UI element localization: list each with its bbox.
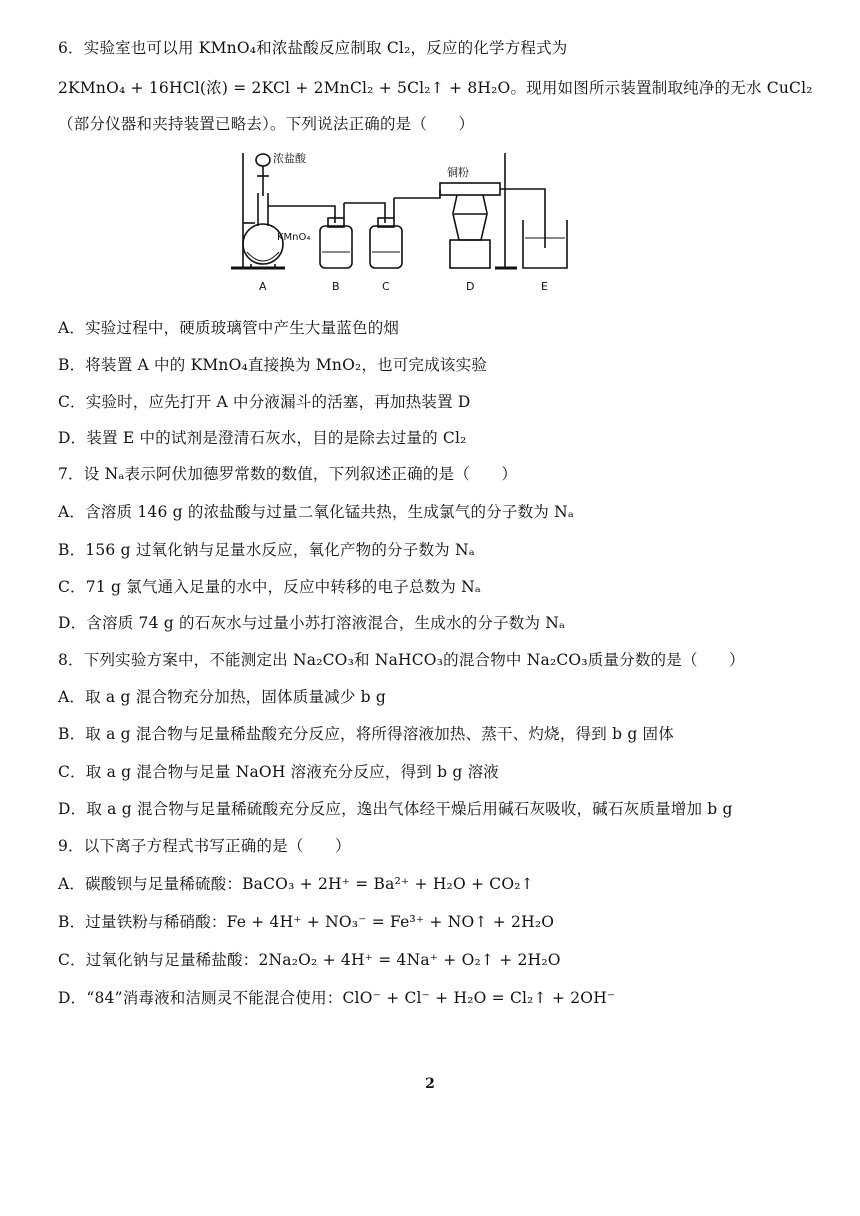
q6-option-b: B．将装置 A 中的 KMnO₄直接换为 MnO₂，也可完成该实验 [58, 356, 488, 374]
bottle-c [370, 226, 402, 268]
q6-line-1: 6．实验室也可以用 KMnO₄和浓盐酸反应制取 Cl₂，反应的化学方程式为 [58, 39, 568, 57]
hard-glass-tube [440, 183, 500, 195]
q9-option-a: A．碳酸钡与足量稀硫酸：BaCO₃ + 2H⁺ = Ba²⁺ + H₂O + CO₂↑ [58, 875, 534, 893]
q9-option-d: D．“84”消毒液和洁厕灵不能混合使用：ClO⁻ + Cl⁻ + H₂O = Cl₂↑ + 2OH⁻ [58, 989, 616, 1007]
q6-option-d: D．装置 E 中的试剂是澄清石灰水，目的是除去过量的 Cl₂ [58, 429, 467, 447]
q8-stem: 8．下列实验方案中，不能测定出 Na₂CO₃和 NaHCO₃的混合物中 Na₂CO₃质量分数的是（ ） [58, 651, 745, 669]
tube-c-d [394, 190, 440, 198]
q6-line-2: 2KMnO₄ + 16HCl(浓) = 2KCl + 2MnCl₂ + 5Cl₂↑ + 8H₂O。现用如图所示装置制取纯净的无水 CuCl₂ [58, 79, 813, 97]
q6-line-3: （部分仪器和夹持装置已略去）。下列说法正确的是（ ） [58, 115, 475, 133]
q7-option-b: B．156 g 过氧化钠与足量水反应，氧化产物的分子数为 Nₐ [58, 541, 475, 559]
q9-option-b: B．过量铁粉与稀硝酸：Fe + 4H⁺ + NO₃⁻ = Fe³⁺ + NO↑ + 2H₂O [58, 913, 555, 931]
round-flask [243, 224, 283, 264]
label-d: D [466, 280, 475, 293]
q6-option-c: C．实验时，应先打开 A 中分液漏斗的活塞，再加热装置 D [58, 393, 471, 411]
apparatus-svg [225, 148, 575, 298]
label-a: A [259, 280, 267, 293]
label-kmno4: KMnO₄ [277, 232, 311, 243]
q7-option-c: C．71 g 氯气通入足量的水中，反应中转移的电子总数为 Nₐ [58, 578, 482, 596]
burner [453, 214, 487, 240]
q6-option-a: A．实验过程中，硬质玻璃管中产生大量蓝色的烟 [58, 319, 400, 337]
tube-into-e [537, 189, 545, 248]
q8-option-d: D．取 a g 混合物与足量稀硫酸充分反应，逸出气体经干燥后用碱石灰吸收，碱石灰质量增加 b g [58, 800, 733, 818]
label-c: C [382, 280, 390, 293]
q8-option-b: B．取 a g 混合物与足量稀盐酸充分反应，将所得溶液加热、蒸干、灼烧，得到 b g 固体 [58, 725, 674, 743]
q7-stem: 7．设 Nₐ表示阿伏加德罗常数的数值，下列叙述正确的是（ ） [58, 465, 518, 483]
q7-option-d: D．含溶质 74 g 的石灰水与过量小苏打溶液混合，生成水的分子数为 Nₐ [58, 614, 566, 632]
funnel-top [256, 154, 270, 166]
label-b: B [332, 280, 340, 293]
page-number: 2 [425, 1076, 435, 1092]
q9-stem: 9．以下离子方程式书写正确的是（ ） [58, 837, 351, 855]
q8-option-c: C．取 a g 混合物与足量 NaOH 溶液充分反应，得到 b g 溶液 [58, 763, 500, 781]
q7-option-a: A．含溶质 146 g 的浓盐酸与过量二氧化锰共热，生成氯气的分子数为 Nₐ [58, 503, 575, 521]
q9-option-c: C．过氧化钠与足量稀盐酸：2Na₂O₂ + 4H⁺ = 4Na⁺ + O₂↑ + 2H₂O [58, 951, 561, 969]
label-copper: 铜粉 [447, 166, 469, 179]
label-acid: 浓盐酸 [273, 152, 306, 165]
tube-a-b [268, 206, 335, 223]
label-e: E [541, 280, 548, 293]
apparatus-diagram [225, 148, 575, 298]
burner-base [450, 240, 490, 268]
tube-b-c [344, 203, 385, 223]
bottle-b [320, 226, 352, 268]
q8-option-a: A．取 a g 混合物充分加热，固体质量减少 b g [58, 688, 387, 706]
